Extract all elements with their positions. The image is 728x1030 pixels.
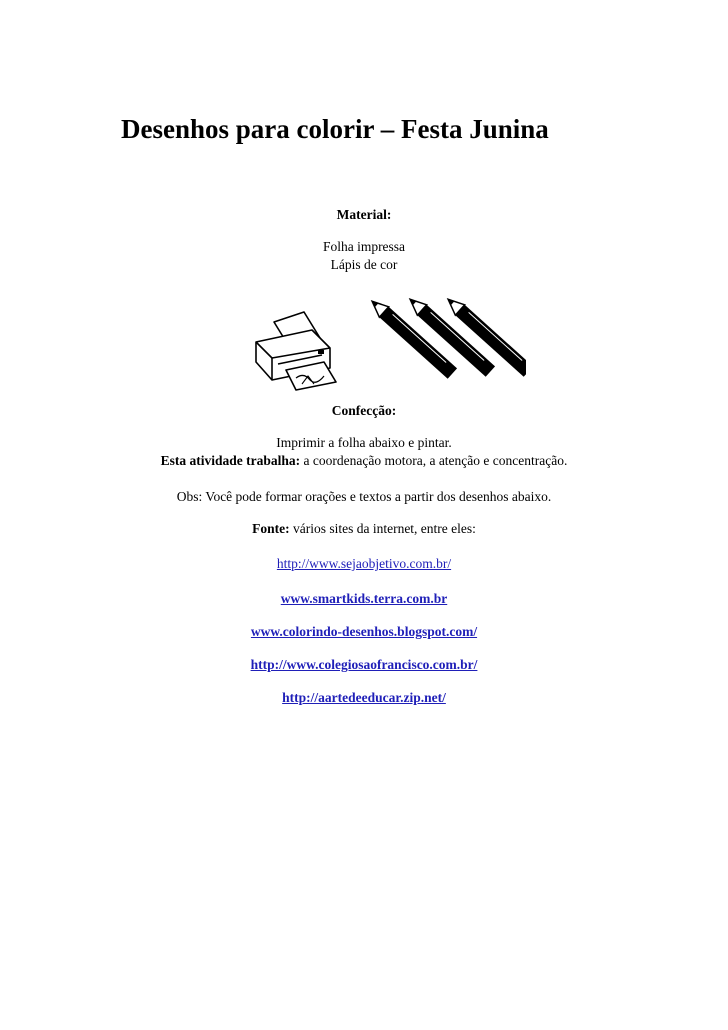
source-link-colegiosaofrancisco: [0, 656, 728, 674]
skills-line: [0, 452, 728, 470]
page-title: Desenhos para colorir – Festa Junina: [121, 114, 549, 144]
source-link-sejaobjetivo: [0, 555, 728, 573]
fonte-line: [0, 520, 728, 538]
material-item-folha: Folha impressa: [322, 239, 406, 254]
skills-text: a coordenação motora, a atenção e concentração.: [300, 453, 568, 468]
link-smartkids[interactable]: www.smartkids.terra.com.br: [280, 591, 448, 606]
link-aartedeeducar[interactable]: http://aartedeeducar.zip.net/: [282, 690, 446, 705]
skills-label: Esta atividade trabalha:: [160, 453, 301, 468]
material-item-lapis: Lápis de cor: [330, 257, 398, 272]
source-link-colorindo: [0, 623, 728, 641]
obs-note: Obs: Você pode formar orações e textos a partir dos desenhos abaixo.: [176, 489, 552, 504]
confeccao-heading: Confecção:: [331, 403, 397, 418]
colored-pencils-icon: [367, 294, 526, 379]
source-link-aartedeeducar: [0, 689, 728, 707]
confeccao-instruction: Imprimir a folha abaixo e pintar.: [276, 435, 452, 450]
printer-icon: [256, 312, 336, 390]
link-sejaobjetivo[interactable]: http://www.sejaobjetivo.com.br/: [276, 556, 452, 571]
link-colorindo-desenhos[interactable]: www.colorindo-desenhos.blogspot.com/: [250, 624, 478, 639]
link-colegiosaofrancisco[interactable]: http://www.colegiosaofrancisco.com.br/: [250, 657, 478, 672]
source-link-smartkids: [0, 590, 728, 608]
material-heading: Material:: [336, 207, 392, 222]
illustration: [234, 292, 526, 398]
fonte-label: Fonte:: [252, 521, 290, 536]
fonte-text: vários sites da internet, entre eles:: [289, 521, 476, 536]
